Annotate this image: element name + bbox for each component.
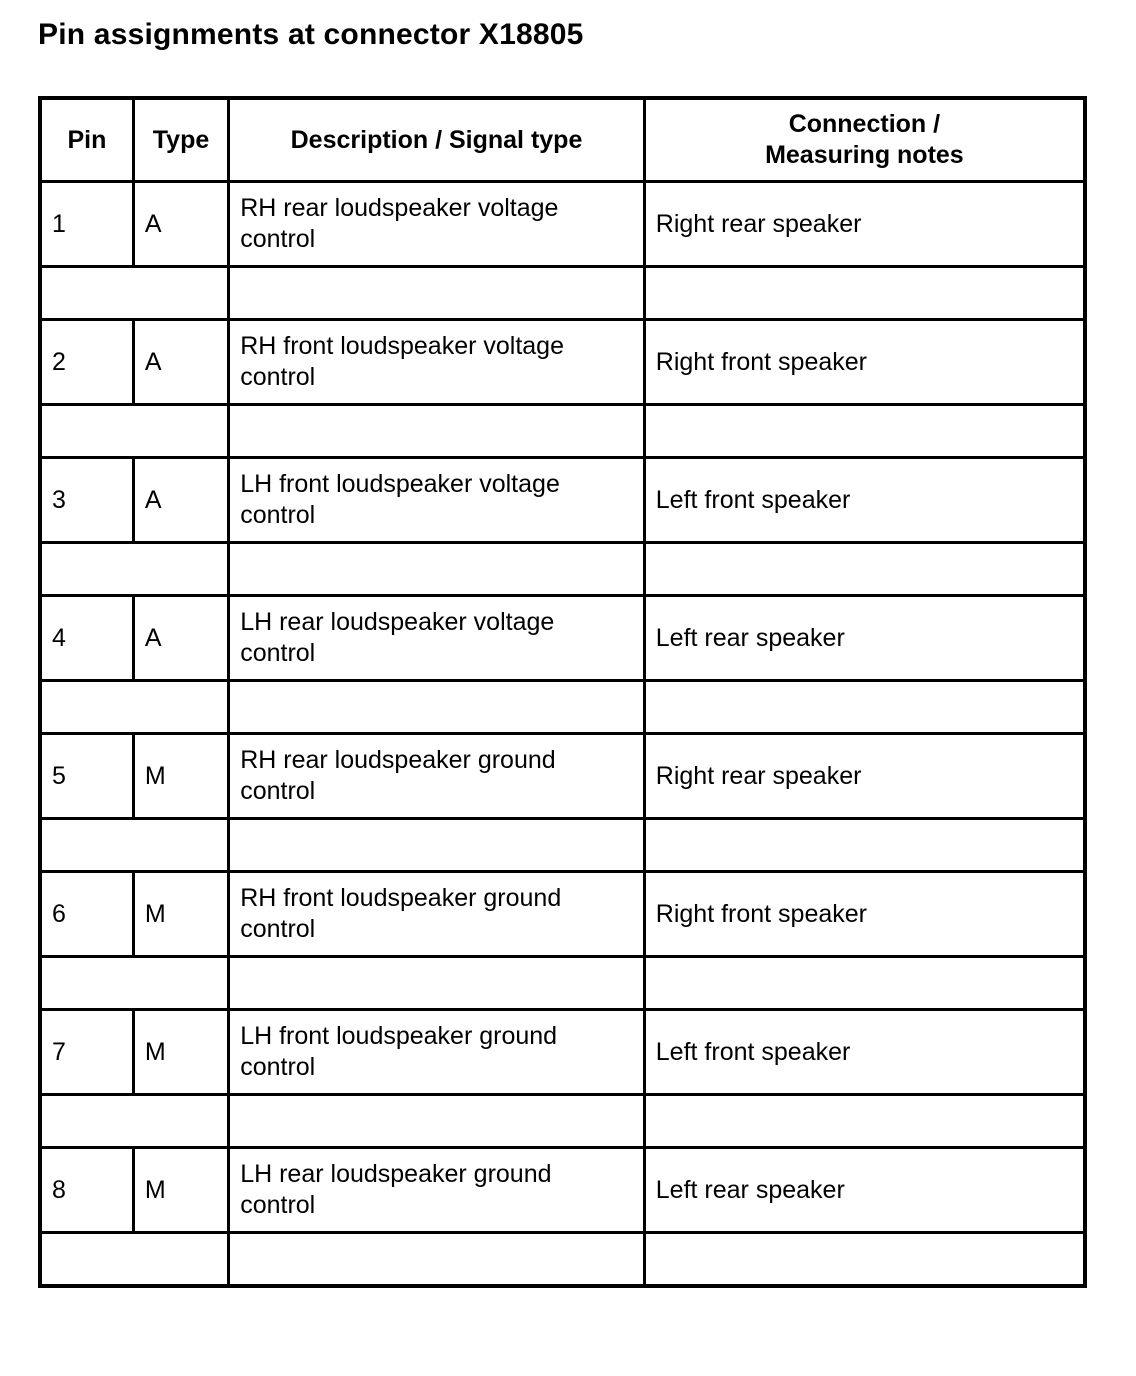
spacer-cell	[40, 957, 229, 1010]
header-connection	[644, 98, 1085, 182]
spacer-row	[40, 267, 1085, 320]
type-cell: M	[133, 734, 228, 819]
spacer-cell	[229, 405, 645, 458]
spacer-cell	[644, 267, 1085, 320]
connection-cell: Left rear speaker	[644, 1148, 1085, 1233]
spacer-cell	[40, 819, 229, 872]
header-type: Type	[133, 98, 228, 182]
description-line1: LH front loudspeaker voltage	[240, 470, 560, 498]
table-row	[40, 1148, 1085, 1233]
description-cell	[229, 596, 645, 681]
spacer-cell	[40, 681, 229, 734]
description-cell	[229, 182, 645, 267]
header-pin: Pin	[40, 98, 133, 182]
description-cell	[229, 872, 645, 957]
table-row	[40, 182, 1085, 267]
table-row	[40, 458, 1085, 543]
description-cell	[229, 320, 645, 405]
spacer-cell	[40, 267, 229, 320]
connection-cell: Right front speaker	[644, 320, 1085, 405]
spacer-row	[40, 543, 1085, 596]
pin-cell: 4	[40, 596, 133, 681]
description-line1: RH front loudspeaker voltage	[240, 332, 564, 360]
table-row	[40, 596, 1085, 681]
spacer-cell	[644, 819, 1085, 872]
description-line1: LH rear loudspeaker voltage	[240, 608, 555, 636]
spacer-cell	[40, 405, 229, 458]
spacer-cell	[229, 681, 645, 734]
pin-cell: 6	[40, 872, 133, 957]
type-cell: A	[133, 458, 228, 543]
spacer-row	[40, 681, 1085, 734]
type-cell: A	[133, 182, 228, 267]
spacer-row	[40, 1095, 1085, 1148]
type-cell: M	[133, 872, 228, 957]
description-line1: LH front loudspeaker ground	[240, 1022, 558, 1050]
pin-assignment-table	[38, 96, 1087, 1288]
pin-cell: 7	[40, 1010, 133, 1095]
spacer-row	[40, 819, 1085, 872]
spacer-row	[40, 1233, 1085, 1287]
connection-cell: Left front speaker	[644, 1010, 1085, 1095]
connection-cell: Right rear speaker	[644, 734, 1085, 819]
spacer-cell	[229, 267, 645, 320]
connection-cell: Left front speaker	[644, 458, 1085, 543]
pin-cell: 5	[40, 734, 133, 819]
description-line2: control	[240, 1053, 316, 1081]
description-line1: LH rear loudspeaker ground	[240, 1160, 552, 1188]
description-line2: control	[240, 363, 316, 391]
spacer-cell	[644, 543, 1085, 596]
spacer-cell	[229, 543, 645, 596]
description-line2: control	[240, 639, 316, 667]
header-connection-line1: Connection /	[788, 110, 941, 138]
spacer-cell	[40, 1095, 229, 1148]
spacer-cell	[40, 543, 229, 596]
table-header-row	[40, 98, 1085, 182]
description-line2: control	[240, 915, 316, 943]
type-cell: A	[133, 596, 228, 681]
header-description: Description / Signal type	[229, 98, 645, 182]
spacer-row	[40, 405, 1085, 458]
table-row	[40, 1010, 1085, 1095]
description-line2: control	[240, 225, 316, 253]
description-line1: RH rear loudspeaker ground	[240, 746, 556, 774]
spacer-cell	[644, 1233, 1085, 1287]
spacer-cell	[644, 1095, 1085, 1148]
spacer-cell	[229, 819, 645, 872]
spacer-cell	[229, 1233, 645, 1287]
description-cell	[229, 458, 645, 543]
description-line2: control	[240, 1191, 316, 1219]
description-line2: control	[240, 777, 316, 805]
connection-cell: Right rear speaker	[644, 182, 1085, 267]
spacer-cell	[644, 957, 1085, 1010]
table-row	[40, 872, 1085, 957]
header-connection-line2: Measuring notes	[765, 141, 964, 169]
description-cell	[229, 1010, 645, 1095]
spacer-cell	[40, 1233, 229, 1287]
connection-cell: Right front speaker	[644, 872, 1085, 957]
table-row	[40, 734, 1085, 819]
description-line1: RH rear loudspeaker voltage	[240, 194, 559, 222]
spacer-row	[40, 957, 1085, 1010]
pin-cell: 2	[40, 320, 133, 405]
description-cell	[229, 1148, 645, 1233]
connection-cell: Left rear speaker	[644, 596, 1085, 681]
description-line2: control	[240, 501, 316, 529]
description-line1: RH front loudspeaker ground	[240, 884, 562, 912]
type-cell: M	[133, 1148, 228, 1233]
type-cell: M	[133, 1010, 228, 1095]
spacer-cell	[229, 1095, 645, 1148]
pin-cell: 3	[40, 458, 133, 543]
type-cell: A	[133, 320, 228, 405]
pin-cell: 1	[40, 182, 133, 267]
spacer-cell	[644, 681, 1085, 734]
spacer-cell	[644, 405, 1085, 458]
table-row	[40, 320, 1085, 405]
page-title: Pin assignments at connector X18805	[38, 18, 584, 51]
pin-cell: 8	[40, 1148, 133, 1233]
spacer-cell	[229, 957, 645, 1010]
description-cell	[229, 734, 645, 819]
